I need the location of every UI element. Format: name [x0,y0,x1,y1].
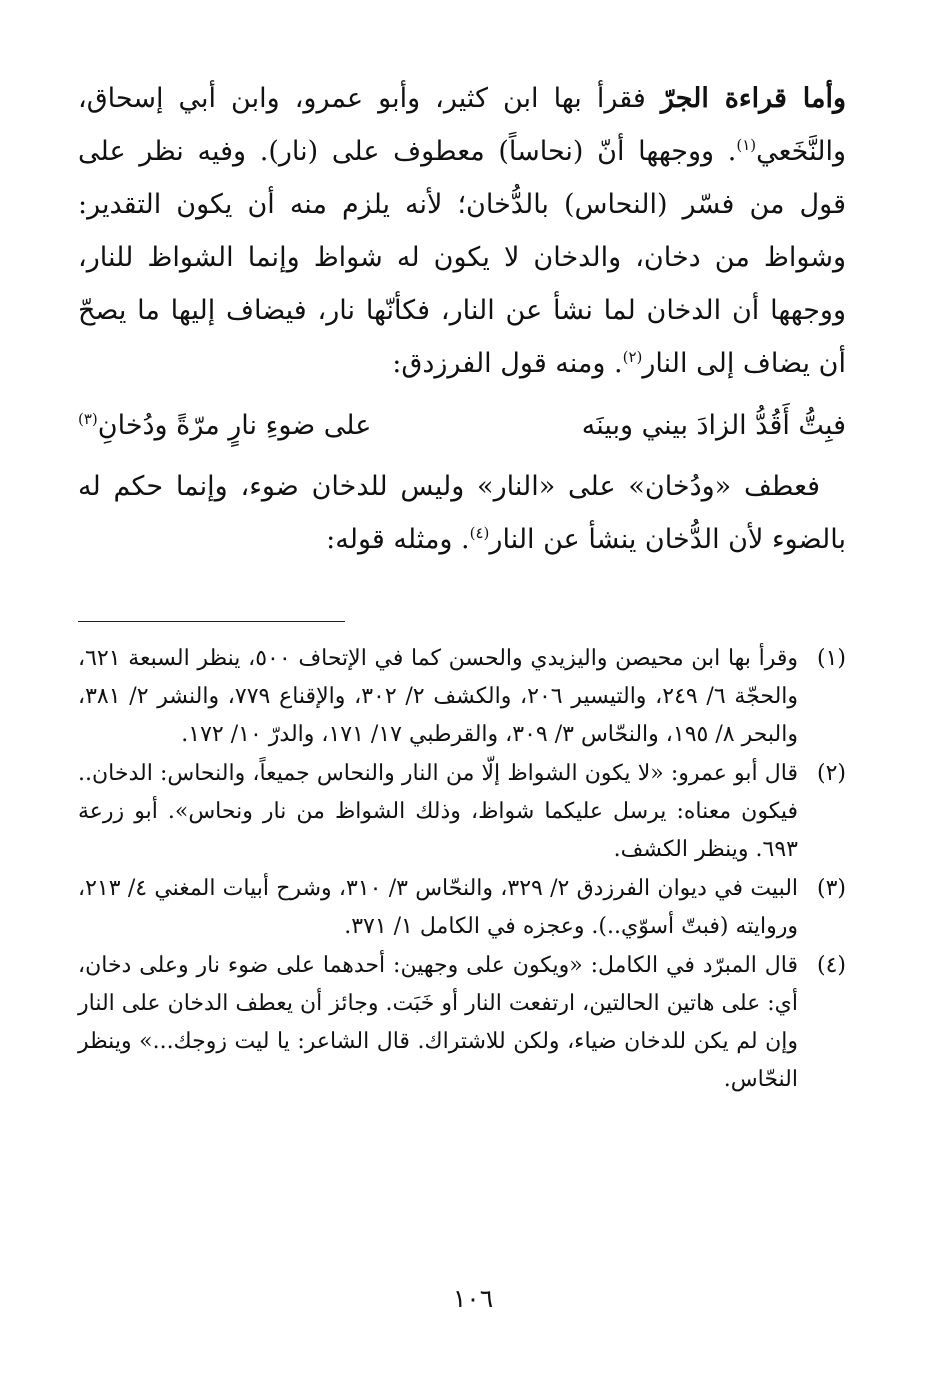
footnote-4 [78,947,846,1099]
footnotes [78,640,846,1100]
paragraph-1-text-a: فقرأ بها ابن كثير، وأبو عمرو، وابن أبي إسحاق، والنَّخَعي [78,83,846,167]
footnote-separator [78,621,345,622]
paragraph-1-text-b: . ووجهها أنّ (نحاساً) معطوف على (نار). وفيه نظر على قول من فسّر (النحاس) بالدُّخان؛ لأنه يلزم منه أن يكون التقدير: وشواظ من دخان، والدخان لا يكون له شواظ وإنما الشواظ للنار، ووجهها أن الدخان لما نشأ عن النار، فكأنّها نار، فيضاف إليها ما يصحّ أن يضاف إلى النار [78,136,846,379]
footnote-number: (٢) [816,761,846,786]
bold-lead: وأما قراءة الجرّ [660,83,847,114]
footnote-ref-4[interactable]: (٤) [469,524,490,542]
verse-second-hemistich [78,396,371,456]
footnote-number: (٣) [816,876,846,901]
footnote-text: وقرأ بها ابن محيصن واليزيدي والحسن كما في الإتحاف ٥٠٠، ينظر السبعة ٦٢١، والحجّة ٦/ ٢٤٩، والتيسير ٢٠٦، والكشف ٢/ ٣٠٢، والإقناع ٧٧٩، والنشر ٢/ ٣٨١، والبحر ٨/ ١٩٥، والنحّاس ٣/ ٣٠٩، والقرطبي ١٧/ ١٧١، والدرّ ١٠/ ١٧٢. [78,646,799,747]
verse-first-text: فبِتُّ أَقُدُّ الزادَ بيني وبينَه [581,410,846,441]
footnote-text: قال أبو عمرو: «لا يكون الشواظ إلّا من النار والنحاس جميعاً، والنحاس: الدخان.. فيكون معناه: يرسل عليكما شواظ، وذلك الشواظ من نار ونحاس». أبو زرعة ٦٩٣. وينظر الكشف. [78,761,798,862]
main-text [78,72,846,566]
verse-first-hemistich [582,396,846,456]
paragraph-2-text-a: فعطف «ودُخان» على «النار» وليس للدخان ضوء، وإنما حكم له بالضوء لأن الدُّخان ينشأ عن النار [78,471,846,555]
footnote-ref-3[interactable]: (٣) [78,410,98,428]
footnote-2 [78,755,846,869]
footnote-number: (١) [816,646,846,671]
paragraph-2 [78,460,846,566]
footnote-text: قال المبرّد في الكامل: «ويكون على وجهين: أحدهما على ضوء نار وعلى دخان، أي: على هاتين الحالتين، ارتفعت النار أو خَبَت. وجائز أن يعطف الدخان على النار وإن لم يكن للدخان ضياء، ولكن للاشتراك. قال الشاعر: يا ليت زوجك...» وينظر النحّاس. [78,953,798,1092]
verse-second-text: على ضوءِ نارٍ مرّةً ودُخانِ [97,410,372,441]
paragraph-1 [78,72,846,390]
poetry-verse [78,396,846,456]
footnote-text: البيت في ديوان الفرزدق ٢/ ٣٢٩، والنحّاس ٣/ ٣١٠، وشرح أبيات المغني ٤/ ٢١٣، وروايته (فبتّ أسوّي..). وعجزه في الكامل ١/ ٣٧١. [78,876,799,939]
page-number: ١٠٦ [452,1284,494,1313]
footnote-3 [78,870,846,946]
footnote-number: (٤) [816,953,846,978]
paragraph-2-text-b: . ومثله قوله: [326,524,470,555]
paragraph-1-text-c: . ومنه قول الفرزدق: [392,348,623,379]
footnote-ref-1[interactable]: (١) [736,136,757,154]
footnote-ref-2[interactable]: (٢) [622,348,643,366]
footnote-1 [78,640,846,754]
